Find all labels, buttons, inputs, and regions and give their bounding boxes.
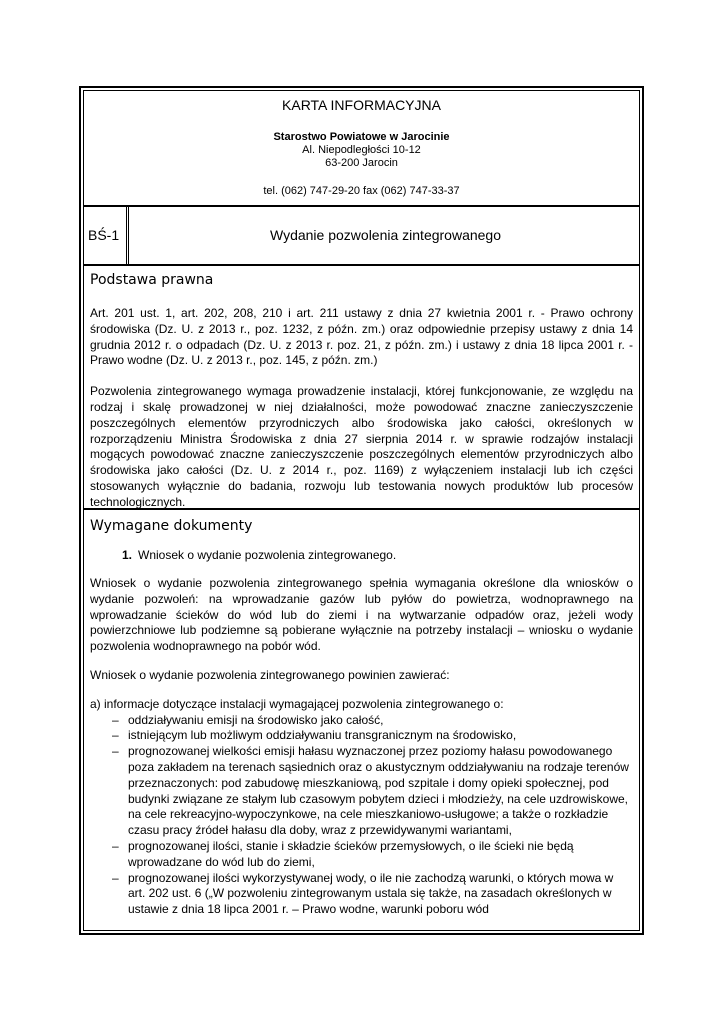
installation-info-list bbox=[90, 713, 633, 918]
dash-bullet: – bbox=[112, 870, 119, 885]
card-code: BŚ-1 bbox=[84, 207, 129, 264]
list-item-text: prognozowanej ilości, stanie i składzie ścieków przemysłowych, o ile ścieki nie będą wprowadzane do wód lub do ziemi, bbox=[128, 838, 574, 869]
list-item bbox=[112, 744, 633, 839]
documents-paragraph-1: Wniosek o wydanie pozwolenia zintegrowanego spełnia wymagania określone dla wniosków o wydanie pozwoleń: na wprowadzanie gazów lub pyłów do powietrza, wodnoprawnego na wprowadzanie ścieków do wód lub do ziemi i na wytwarzanie odpadów oraz, jeżeli wody powierzchniowe lub podziemne są pobierane wyłącznie na potrzeby instalacji – wniosku o wydanie pozwolenia wodnoprawnego na pobór wód. bbox=[90, 576, 633, 654]
card-title: KARTA INFORMACYJNA bbox=[282, 97, 441, 113]
card-subject: Wydanie pozwolenia zintegrowanego bbox=[269, 227, 502, 243]
legal-basis-paragraph-2: Pozwolenia zintegrowanego wymaga prowadzenie instalacji, której funkcjonowanie, ze względu na rodzaj i skalę prowadzonej w niej działalności, może powodować znaczne zanieczyszczenie poszczególnych elementów przyrodniczych albo środowiska jako całości, określonych w rozporządzeniu Ministra Środowiska z dnia 27 sierpnia 2014 r. w sprawie rodzajów instalacji mogących powodować znaczne zanieczyszczenie poszczególnych elementów przyrodniczych albo środowiska jako całości (Dz. U. z 2014 r., poz. 1169) z wyłączeniem instalacji lub ich części stosowanych wyłącznie do badania, rozwoju lub testowania nowych produktów lub procesów technologicznych. bbox=[90, 384, 633, 509]
list-item-text: oddziaływaniu emisji na środowisko jako całość, bbox=[128, 712, 384, 727]
required-documents-heading: Wymagane dokumenty bbox=[90, 518, 253, 534]
document-list-item bbox=[90, 548, 633, 562]
office-address-city: 63-200 Jarocin bbox=[325, 157, 398, 169]
dash-bullet: – bbox=[112, 728, 119, 743]
list-item bbox=[112, 728, 633, 744]
legal-basis-heading: Podstawa prawna bbox=[90, 272, 214, 288]
list-item bbox=[112, 712, 633, 729]
documents-paragraph-2: Wniosek o wydanie pozwolenia zintegrowanego powinien zawierać: bbox=[90, 667, 450, 682]
card-subject-row bbox=[84, 207, 639, 266]
required-documents-section bbox=[84, 512, 639, 930]
list-item-text: istniejącym lub możliwym oddziaływaniu transgranicznym na środowisko, bbox=[128, 728, 517, 743]
dash-bullet: – bbox=[112, 712, 119, 727]
documents-paragraph-3: a) informacje dotyczące instalacji wymagającej pozwolenia zintegrowanego o: bbox=[90, 696, 504, 711]
list-item-text: prognozowanej ilości wykorzystywanej wody, o ile nie zachodzą warunki, o których mowa w art. 202 ust. 6 („W pozwoleniu zintegrowanym ustala się także, na zasadach określonych w ustawie z dnia 18 lipca 2001 r. – Prawo wodne, warunki poboru wód bbox=[128, 870, 614, 917]
legal-basis-paragraph-1: Art. 201 ust. 1, art. 202, 208, 210 i art. 211 ustawy z dnia 27 kwietnia 2001 r. - Prawo ochrony środowiska (Dz. U. z 2013 r., poz. 1232, z późn. zm.) oraz odpowiednie przepisy ustawy z dnia 14 grudnia 2012 r. o odpadach (Dz. U. z 2013 r. poz. 21, z późn. zm.) i ustawy z dnia 18 lipca 2001 r. - Prawo wodne (Dz. U. z 2013 r., poz. 145, z późn. zm.) bbox=[90, 306, 633, 368]
legal-basis-section bbox=[84, 266, 639, 510]
document-list-text: Wniosek o wydanie pozwolenia zintegrowanego. bbox=[138, 548, 397, 562]
document-list-number: 1. bbox=[122, 548, 133, 562]
list-item-text: prognozowanej wielkości emisji hałasu wyznaczonej przez poziomy hałasu powodowanego poza zakładem na terenach sąsiednich oraz o akustycznym oddziaływaniu na rodzaje terenów przeznaczonych: pod zabudowę mieszkaniową, pod szpitale i domy opieki społecznej, pod budynki związane ze stałym lub czasowym pobytem dzieci i młodzieży, na cele uzdrowiskowe, na cele rekreacyjno-wypoczynkowe, na cele mieszkaniowo-usługowe; a także o rozkładzie czasu pracy źródeł hałasu dla doby, wraz z przewidywanymi wariantami, bbox=[128, 744, 629, 838]
office-address-street: Al. Niepodległości 10-12 bbox=[302, 144, 421, 156]
list-item bbox=[112, 870, 633, 918]
card-header bbox=[84, 91, 639, 207]
office-name: Starostwo Powiatowe w Jarocinie bbox=[273, 131, 450, 143]
info-card-frame bbox=[79, 86, 644, 935]
office-contact: tel. (062) 747-29-20 fax (062) 747-33-37 bbox=[263, 185, 460, 197]
dash-bullet: – bbox=[112, 838, 119, 853]
list-item bbox=[112, 838, 633, 871]
info-card bbox=[83, 90, 640, 931]
dash-bullet: – bbox=[112, 744, 119, 759]
